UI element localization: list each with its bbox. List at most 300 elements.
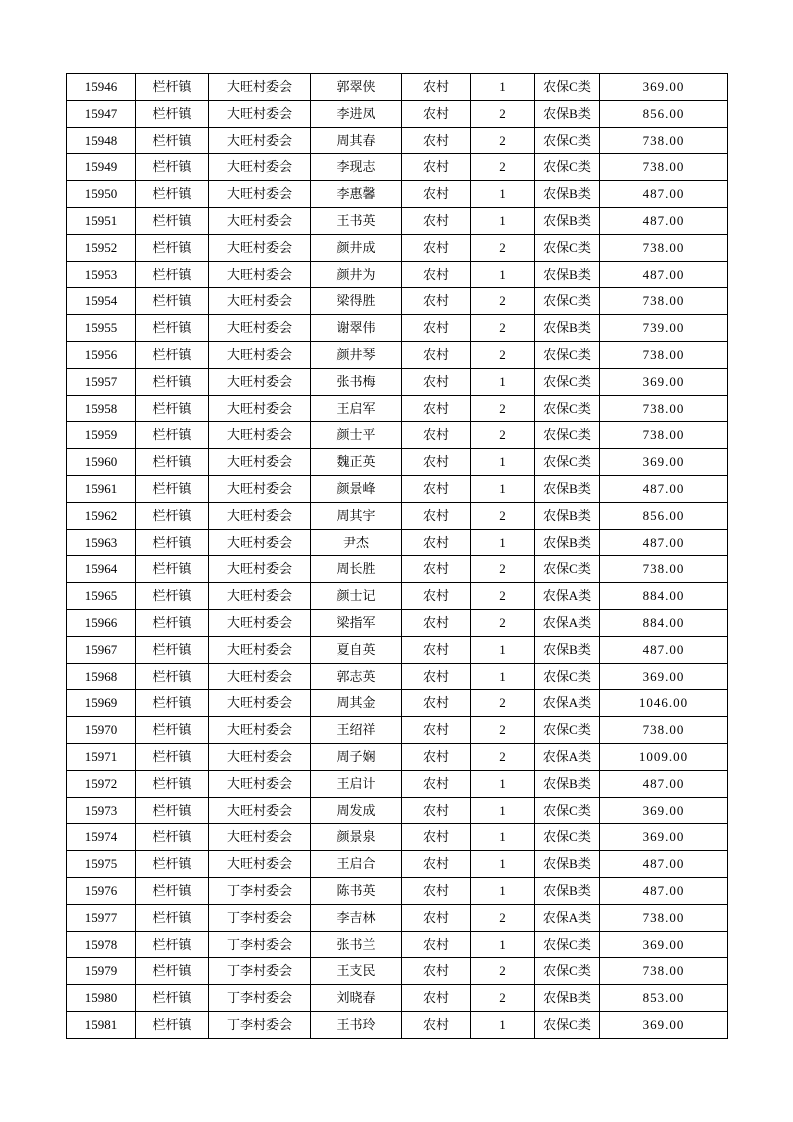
- cell-id: 15976: [67, 877, 136, 904]
- cell-id: 15975: [67, 851, 136, 878]
- cell-village: 大旺村委会: [209, 663, 311, 690]
- cell-count: 2: [471, 556, 535, 583]
- table-row: [67, 556, 728, 583]
- cell-town: 栏杆镇: [136, 931, 209, 958]
- cell-category: 农保B类: [535, 851, 600, 878]
- cell-amount: 738.00: [600, 154, 728, 181]
- cell-amount: 739.00: [600, 315, 728, 342]
- cell-town: 栏杆镇: [136, 368, 209, 395]
- cell-id: 15949: [67, 154, 136, 181]
- cell-amount: 369.00: [600, 449, 728, 476]
- cell-amount: 487.00: [600, 261, 728, 288]
- cell-id: 15956: [67, 341, 136, 368]
- cell-name: 李吉林: [311, 904, 402, 931]
- cell-name: 颜士平: [311, 422, 402, 449]
- cell-category: 农保B类: [535, 529, 600, 556]
- cell-area: 农村: [402, 877, 471, 904]
- cell-village: 大旺村委会: [209, 154, 311, 181]
- cell-town: 栏杆镇: [136, 395, 209, 422]
- cell-name: 王启计: [311, 770, 402, 797]
- cell-id: 15952: [67, 234, 136, 261]
- cell-name: 郭翠侠: [311, 74, 402, 101]
- cell-id: 15964: [67, 556, 136, 583]
- cell-village: 大旺村委会: [209, 824, 311, 851]
- cell-area: 农村: [402, 422, 471, 449]
- table-row: [67, 851, 728, 878]
- cell-name: 周发成: [311, 797, 402, 824]
- table-row: [67, 422, 728, 449]
- cell-count: 1: [471, 74, 535, 101]
- cell-amount: 487.00: [600, 475, 728, 502]
- cell-town: 栏杆镇: [136, 958, 209, 985]
- cell-town: 栏杆镇: [136, 636, 209, 663]
- cell-category: 农保C类: [535, 341, 600, 368]
- cell-name: 周子娴: [311, 743, 402, 770]
- cell-amount: 856.00: [600, 100, 728, 127]
- cell-name: 周其金: [311, 690, 402, 717]
- cell-category: 农保C类: [535, 288, 600, 315]
- cell-count: 2: [471, 743, 535, 770]
- cell-town: 栏杆镇: [136, 1011, 209, 1038]
- table-row: [67, 663, 728, 690]
- cell-count: 2: [471, 100, 535, 127]
- cell-category: 农保C类: [535, 154, 600, 181]
- cell-name: 李进凤: [311, 100, 402, 127]
- cell-town: 栏杆镇: [136, 100, 209, 127]
- cell-area: 农村: [402, 797, 471, 824]
- cell-amount: 369.00: [600, 368, 728, 395]
- table-row: [67, 74, 728, 101]
- cell-village: 丁李村委会: [209, 877, 311, 904]
- cell-area: 农村: [402, 502, 471, 529]
- cell-count: 1: [471, 207, 535, 234]
- table-row: [67, 985, 728, 1012]
- cell-village: 丁李村委会: [209, 931, 311, 958]
- cell-count: 2: [471, 904, 535, 931]
- cell-village: 大旺村委会: [209, 341, 311, 368]
- table-row: [67, 770, 728, 797]
- table-row: [67, 877, 728, 904]
- cell-id: 15946: [67, 74, 136, 101]
- table-row: [67, 690, 728, 717]
- cell-village: 大旺村委会: [209, 181, 311, 208]
- cell-area: 农村: [402, 609, 471, 636]
- cell-id: 15977: [67, 904, 136, 931]
- cell-category: 农保B类: [535, 502, 600, 529]
- cell-village: 大旺村委会: [209, 609, 311, 636]
- cell-count: 2: [471, 395, 535, 422]
- cell-amount: 738.00: [600, 422, 728, 449]
- cell-id: 15950: [67, 181, 136, 208]
- cell-town: 栏杆镇: [136, 315, 209, 342]
- cell-count: 1: [471, 1011, 535, 1038]
- cell-name: 王启军: [311, 395, 402, 422]
- cell-village: 大旺村委会: [209, 234, 311, 261]
- cell-name: 梁得胜: [311, 288, 402, 315]
- cell-amount: 856.00: [600, 502, 728, 529]
- cell-village: 大旺村委会: [209, 100, 311, 127]
- cell-area: 农村: [402, 74, 471, 101]
- cell-count: 2: [471, 154, 535, 181]
- cell-area: 农村: [402, 181, 471, 208]
- cell-area: 农村: [402, 1011, 471, 1038]
- cell-id: 15951: [67, 207, 136, 234]
- cell-village: 大旺村委会: [209, 636, 311, 663]
- cell-amount: 369.00: [600, 797, 728, 824]
- cell-name: 颜井成: [311, 234, 402, 261]
- cell-area: 农村: [402, 985, 471, 1012]
- cell-village: 大旺村委会: [209, 556, 311, 583]
- cell-amount: 738.00: [600, 127, 728, 154]
- cell-id: 15971: [67, 743, 136, 770]
- cell-id: 15979: [67, 958, 136, 985]
- table-row: [67, 234, 728, 261]
- cell-town: 栏杆镇: [136, 261, 209, 288]
- cell-name: 颜景泉: [311, 824, 402, 851]
- cell-area: 农村: [402, 449, 471, 476]
- cell-count: 2: [471, 315, 535, 342]
- table-row: [67, 127, 728, 154]
- cell-area: 农村: [402, 207, 471, 234]
- cell-category: 农保C类: [535, 717, 600, 744]
- table-row: [67, 797, 728, 824]
- cell-town: 栏杆镇: [136, 74, 209, 101]
- cell-category: 农保C类: [535, 449, 600, 476]
- cell-count: 1: [471, 797, 535, 824]
- table-row: [67, 904, 728, 931]
- cell-village: 大旺村委会: [209, 743, 311, 770]
- cell-category: 农保C类: [535, 234, 600, 261]
- cell-town: 栏杆镇: [136, 556, 209, 583]
- cell-village: 丁李村委会: [209, 958, 311, 985]
- cell-town: 栏杆镇: [136, 529, 209, 556]
- table-row: [67, 824, 728, 851]
- cell-area: 农村: [402, 824, 471, 851]
- table-row: [67, 743, 728, 770]
- cell-category: 农保A类: [535, 609, 600, 636]
- cell-town: 栏杆镇: [136, 127, 209, 154]
- cell-area: 农村: [402, 368, 471, 395]
- cell-town: 栏杆镇: [136, 609, 209, 636]
- cell-name: 张书梅: [311, 368, 402, 395]
- cell-town: 栏杆镇: [136, 449, 209, 476]
- cell-count: 1: [471, 770, 535, 797]
- cell-town: 栏杆镇: [136, 422, 209, 449]
- cell-count: 1: [471, 181, 535, 208]
- cell-id: 15957: [67, 368, 136, 395]
- table-row: [67, 529, 728, 556]
- cell-id: 15967: [67, 636, 136, 663]
- table-row: [67, 341, 728, 368]
- cell-amount: 1046.00: [600, 690, 728, 717]
- cell-area: 农村: [402, 904, 471, 931]
- cell-category: 农保C类: [535, 1011, 600, 1038]
- cell-area: 农村: [402, 288, 471, 315]
- cell-category: 农保C类: [535, 395, 600, 422]
- cell-town: 栏杆镇: [136, 207, 209, 234]
- cell-name: 王绍祥: [311, 717, 402, 744]
- cell-category: 农保A类: [535, 690, 600, 717]
- cell-area: 农村: [402, 556, 471, 583]
- cell-category: 农保B类: [535, 636, 600, 663]
- cell-village: 大旺村委会: [209, 770, 311, 797]
- cell-name: 王支民: [311, 958, 402, 985]
- cell-id: 15960: [67, 449, 136, 476]
- cell-category: 农保B类: [535, 261, 600, 288]
- cell-count: 1: [471, 824, 535, 851]
- cell-amount: 1009.00: [600, 743, 728, 770]
- cell-amount: 884.00: [600, 583, 728, 610]
- cell-area: 农村: [402, 931, 471, 958]
- cell-town: 栏杆镇: [136, 341, 209, 368]
- cell-area: 农村: [402, 100, 471, 127]
- cell-id: 15973: [67, 797, 136, 824]
- cell-village: 大旺村委会: [209, 502, 311, 529]
- cell-village: 大旺村委会: [209, 315, 311, 342]
- cell-area: 农村: [402, 315, 471, 342]
- cell-village: 丁李村委会: [209, 985, 311, 1012]
- cell-town: 栏杆镇: [136, 717, 209, 744]
- cell-amount: 738.00: [600, 288, 728, 315]
- cell-id: 15981: [67, 1011, 136, 1038]
- cell-amount: 487.00: [600, 770, 728, 797]
- cell-amount: 487.00: [600, 181, 728, 208]
- cell-area: 农村: [402, 127, 471, 154]
- cell-area: 农村: [402, 743, 471, 770]
- cell-town: 栏杆镇: [136, 288, 209, 315]
- cell-amount: 738.00: [600, 717, 728, 744]
- cell-name: 刘晓春: [311, 985, 402, 1012]
- cell-village: 丁李村委会: [209, 1011, 311, 1038]
- cell-amount: 369.00: [600, 1011, 728, 1038]
- cell-category: 农保C类: [535, 422, 600, 449]
- cell-village: 大旺村委会: [209, 851, 311, 878]
- cell-name: 夏自英: [311, 636, 402, 663]
- cell-id: 15972: [67, 770, 136, 797]
- cell-name: 李现志: [311, 154, 402, 181]
- cell-count: 2: [471, 985, 535, 1012]
- table-row: [67, 931, 728, 958]
- cell-town: 栏杆镇: [136, 851, 209, 878]
- cell-area: 农村: [402, 770, 471, 797]
- table-row: [67, 636, 728, 663]
- cell-category: 农保A类: [535, 583, 600, 610]
- cell-town: 栏杆镇: [136, 234, 209, 261]
- cell-count: 1: [471, 636, 535, 663]
- cell-area: 农村: [402, 717, 471, 744]
- cell-id: 15947: [67, 100, 136, 127]
- cell-village: 大旺村委会: [209, 395, 311, 422]
- cell-area: 农村: [402, 234, 471, 261]
- cell-amount: 487.00: [600, 877, 728, 904]
- cell-count: 1: [471, 877, 535, 904]
- cell-count: 2: [471, 958, 535, 985]
- cell-village: 大旺村委会: [209, 207, 311, 234]
- cell-category: 农保C类: [535, 958, 600, 985]
- cell-village: 大旺村委会: [209, 288, 311, 315]
- cell-count: 1: [471, 368, 535, 395]
- cell-area: 农村: [402, 636, 471, 663]
- cell-id: 15962: [67, 502, 136, 529]
- cell-count: 2: [471, 717, 535, 744]
- cell-category: 农保B类: [535, 100, 600, 127]
- cell-category: 农保C类: [535, 931, 600, 958]
- cell-name: 王书英: [311, 207, 402, 234]
- cell-count: 1: [471, 529, 535, 556]
- cell-category: 农保A类: [535, 904, 600, 931]
- cell-town: 栏杆镇: [136, 877, 209, 904]
- table-row: [67, 288, 728, 315]
- cell-village: 大旺村委会: [209, 583, 311, 610]
- cell-category: 农保B类: [535, 877, 600, 904]
- cell-village: 丁李村委会: [209, 904, 311, 931]
- cell-town: 栏杆镇: [136, 583, 209, 610]
- cell-name: 王启合: [311, 851, 402, 878]
- cell-village: 大旺村委会: [209, 74, 311, 101]
- cell-category: 农保C类: [535, 74, 600, 101]
- cell-name: 颜景峰: [311, 475, 402, 502]
- cell-id: 15968: [67, 663, 136, 690]
- cell-town: 栏杆镇: [136, 904, 209, 931]
- cell-count: 1: [471, 449, 535, 476]
- cell-amount: 738.00: [600, 395, 728, 422]
- cell-name: 王书玲: [311, 1011, 402, 1038]
- table-row: [67, 717, 728, 744]
- cell-category: 农保C类: [535, 368, 600, 395]
- table-row: [67, 207, 728, 234]
- cell-amount: 738.00: [600, 234, 728, 261]
- cell-id: 15959: [67, 422, 136, 449]
- cell-amount: 738.00: [600, 904, 728, 931]
- cell-town: 栏杆镇: [136, 985, 209, 1012]
- cell-count: 1: [471, 261, 535, 288]
- cell-amount: 884.00: [600, 609, 728, 636]
- cell-name: 周其春: [311, 127, 402, 154]
- cell-amount: 369.00: [600, 824, 728, 851]
- cell-name: 颜井琴: [311, 341, 402, 368]
- cell-amount: 738.00: [600, 958, 728, 985]
- cell-name: 魏正英: [311, 449, 402, 476]
- cell-name: 周其宇: [311, 502, 402, 529]
- cell-area: 农村: [402, 154, 471, 181]
- cell-name: 梁指军: [311, 609, 402, 636]
- table-row: [67, 1011, 728, 1038]
- cell-town: 栏杆镇: [136, 502, 209, 529]
- cell-area: 农村: [402, 261, 471, 288]
- cell-id: 15948: [67, 127, 136, 154]
- cell-name: 颜井为: [311, 261, 402, 288]
- cell-category: 农保B类: [535, 770, 600, 797]
- cell-count: 1: [471, 663, 535, 690]
- cell-village: 大旺村委会: [209, 422, 311, 449]
- cell-category: 农保C类: [535, 824, 600, 851]
- cell-id: 15966: [67, 609, 136, 636]
- cell-category: 农保C类: [535, 663, 600, 690]
- cell-id: 15953: [67, 261, 136, 288]
- cell-amount: 487.00: [600, 851, 728, 878]
- table-body: [67, 74, 728, 1039]
- table-row: [67, 315, 728, 342]
- cell-village: 大旺村委会: [209, 127, 311, 154]
- table-row: [67, 502, 728, 529]
- cell-village: 大旺村委会: [209, 475, 311, 502]
- cell-amount: 487.00: [600, 636, 728, 663]
- table-row: [67, 154, 728, 181]
- cell-area: 农村: [402, 958, 471, 985]
- cell-id: 15963: [67, 529, 136, 556]
- cell-town: 栏杆镇: [136, 475, 209, 502]
- cell-name: 陈书英: [311, 877, 402, 904]
- cell-village: 大旺村委会: [209, 797, 311, 824]
- table-row: [67, 368, 728, 395]
- cell-village: 大旺村委会: [209, 368, 311, 395]
- cell-category: 农保B类: [535, 181, 600, 208]
- cell-area: 农村: [402, 341, 471, 368]
- cell-category: 农保B类: [535, 315, 600, 342]
- cell-area: 农村: [402, 690, 471, 717]
- cell-town: 栏杆镇: [136, 797, 209, 824]
- cell-town: 栏杆镇: [136, 181, 209, 208]
- cell-amount: 487.00: [600, 207, 728, 234]
- cell-name: 李惠馨: [311, 181, 402, 208]
- subsidy-table: [66, 73, 728, 1039]
- table-row: [67, 449, 728, 476]
- table-row: [67, 609, 728, 636]
- cell-area: 农村: [402, 663, 471, 690]
- cell-name: 颜士记: [311, 583, 402, 610]
- cell-count: 2: [471, 288, 535, 315]
- cell-count: 2: [471, 502, 535, 529]
- cell-area: 农村: [402, 475, 471, 502]
- cell-category: 农保A类: [535, 743, 600, 770]
- cell-count: 1: [471, 931, 535, 958]
- cell-id: 15965: [67, 583, 136, 610]
- table-row: [67, 395, 728, 422]
- cell-name: 尹杰: [311, 529, 402, 556]
- cell-town: 栏杆镇: [136, 770, 209, 797]
- cell-area: 农村: [402, 583, 471, 610]
- cell-amount: 738.00: [600, 341, 728, 368]
- cell-id: 15954: [67, 288, 136, 315]
- cell-count: 2: [471, 583, 535, 610]
- cell-name: 谢翠伟: [311, 315, 402, 342]
- cell-town: 栏杆镇: [136, 690, 209, 717]
- cell-category: 农保C类: [535, 797, 600, 824]
- cell-category: 农保B类: [535, 985, 600, 1012]
- cell-id: 15980: [67, 985, 136, 1012]
- cell-id: 15958: [67, 395, 136, 422]
- cell-town: 栏杆镇: [136, 154, 209, 181]
- cell-area: 农村: [402, 395, 471, 422]
- cell-count: 1: [471, 475, 535, 502]
- cell-category: 农保C类: [535, 127, 600, 154]
- cell-name: 郭志英: [311, 663, 402, 690]
- cell-count: 2: [471, 341, 535, 368]
- cell-village: 大旺村委会: [209, 261, 311, 288]
- cell-count: 2: [471, 690, 535, 717]
- cell-id: 15969: [67, 690, 136, 717]
- cell-amount: 487.00: [600, 529, 728, 556]
- table-row: [67, 261, 728, 288]
- cell-name: 周长胜: [311, 556, 402, 583]
- table-row: [67, 100, 728, 127]
- cell-town: 栏杆镇: [136, 743, 209, 770]
- table-row: [67, 181, 728, 208]
- cell-amount: 369.00: [600, 663, 728, 690]
- cell-count: 2: [471, 234, 535, 261]
- cell-amount: 853.00: [600, 985, 728, 1012]
- cell-town: 栏杆镇: [136, 824, 209, 851]
